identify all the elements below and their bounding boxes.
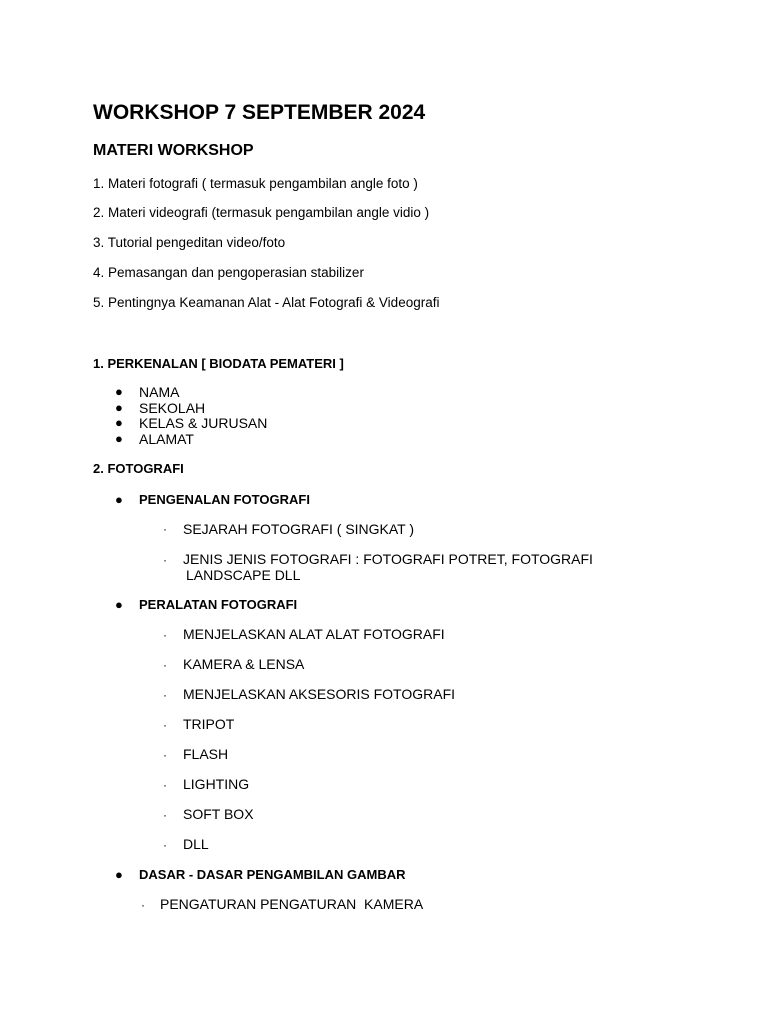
sub-item: PENGATURAN PENGATURAN KAMERA	[160, 896, 424, 912]
sub-bullet-icon: ·	[141, 898, 145, 912]
materi-item: 1. Materi fotografi ( termasuk pengambilan angle foto )	[93, 176, 418, 191]
materi-item: 2. Materi videografi (termasuk pengambilan angle vidio )	[93, 205, 430, 220]
sub-bullet-icon: ·	[163, 658, 167, 672]
sub-item: KAMERA & LENSA	[183, 656, 305, 672]
list-item: KELAS & JURUSAN	[139, 415, 268, 431]
dasar-label: DASAR - DASAR PENGAMBILAN GAMBAR	[139, 867, 406, 882]
list-item: ALAMAT	[139, 431, 194, 447]
pengenalan-label: PENGENALAN FOTOGRAFI	[139, 492, 310, 507]
sub-item: SOFT BOX	[183, 806, 254, 822]
materi-item: 4. Pemasangan dan pengoperasian stabilizer	[93, 265, 364, 280]
sub-item-continuation: LANDSCAPE DLL	[186, 567, 301, 583]
sub-bullet-icon: ·	[163, 718, 167, 732]
bullet-icon: ●	[115, 400, 123, 415]
sub-bullet-icon: ·	[163, 808, 167, 822]
bullet-icon: ●	[115, 492, 123, 507]
materi-item: 5. Pentingnya Keamanan Alat - Alat Fotografi & Videografi	[93, 295, 440, 310]
sub-bullet-icon: ·	[163, 628, 167, 642]
sub-bullet-icon: ·	[163, 553, 167, 567]
sub-item: MENJELASKAN AKSESORIS FOTOGRAFI	[183, 686, 456, 702]
sub-bullet-icon: ·	[163, 748, 167, 762]
sub-item: JENIS JENIS FOTOGRAFI : FOTOGRAFI POTRET, FOTOGRAFI	[183, 551, 593, 567]
sub-bullet-icon: ·	[163, 778, 167, 792]
sub-bullet-icon: ·	[163, 522, 167, 536]
bullet-icon: ●	[115, 597, 123, 612]
list-item: NAMA	[139, 384, 180, 400]
bullet-icon: ●	[115, 867, 123, 882]
section-subtitle: MATERI WORKSHOP	[93, 142, 254, 159]
sub-bullet-icon: ·	[163, 688, 167, 702]
bullet-icon: ●	[115, 415, 123, 430]
document-title: WORKSHOP 7 SEPTEMBER 2024	[93, 101, 426, 124]
sub-item: MENJELASKAN ALAT ALAT FOTOGRAFI	[183, 626, 445, 642]
sub-item: SEJARAH FOTOGRAFI ( SINGKAT )	[183, 521, 415, 537]
materi-item: 3. Tutorial pengeditan video/foto	[93, 235, 286, 250]
bullet-icon: ●	[115, 431, 123, 446]
sub-item: FLASH	[183, 746, 229, 762]
sub-item: DLL	[183, 836, 209, 852]
list-item: SEKOLAH	[139, 400, 206, 416]
perkenalan-heading: 1. PERKENALAN [ BIODATA PEMATERI ]	[93, 356, 344, 371]
sub-bullet-icon: ·	[163, 838, 167, 852]
fotografi-heading: 2. FOTOGRAFI	[93, 461, 184, 476]
sub-item: LIGHTING	[183, 776, 250, 792]
bullet-icon: ●	[115, 384, 123, 399]
sub-item: TRIPOT	[183, 716, 235, 732]
peralatan-label: PERALATAN FOTOGRAFI	[139, 597, 298, 612]
